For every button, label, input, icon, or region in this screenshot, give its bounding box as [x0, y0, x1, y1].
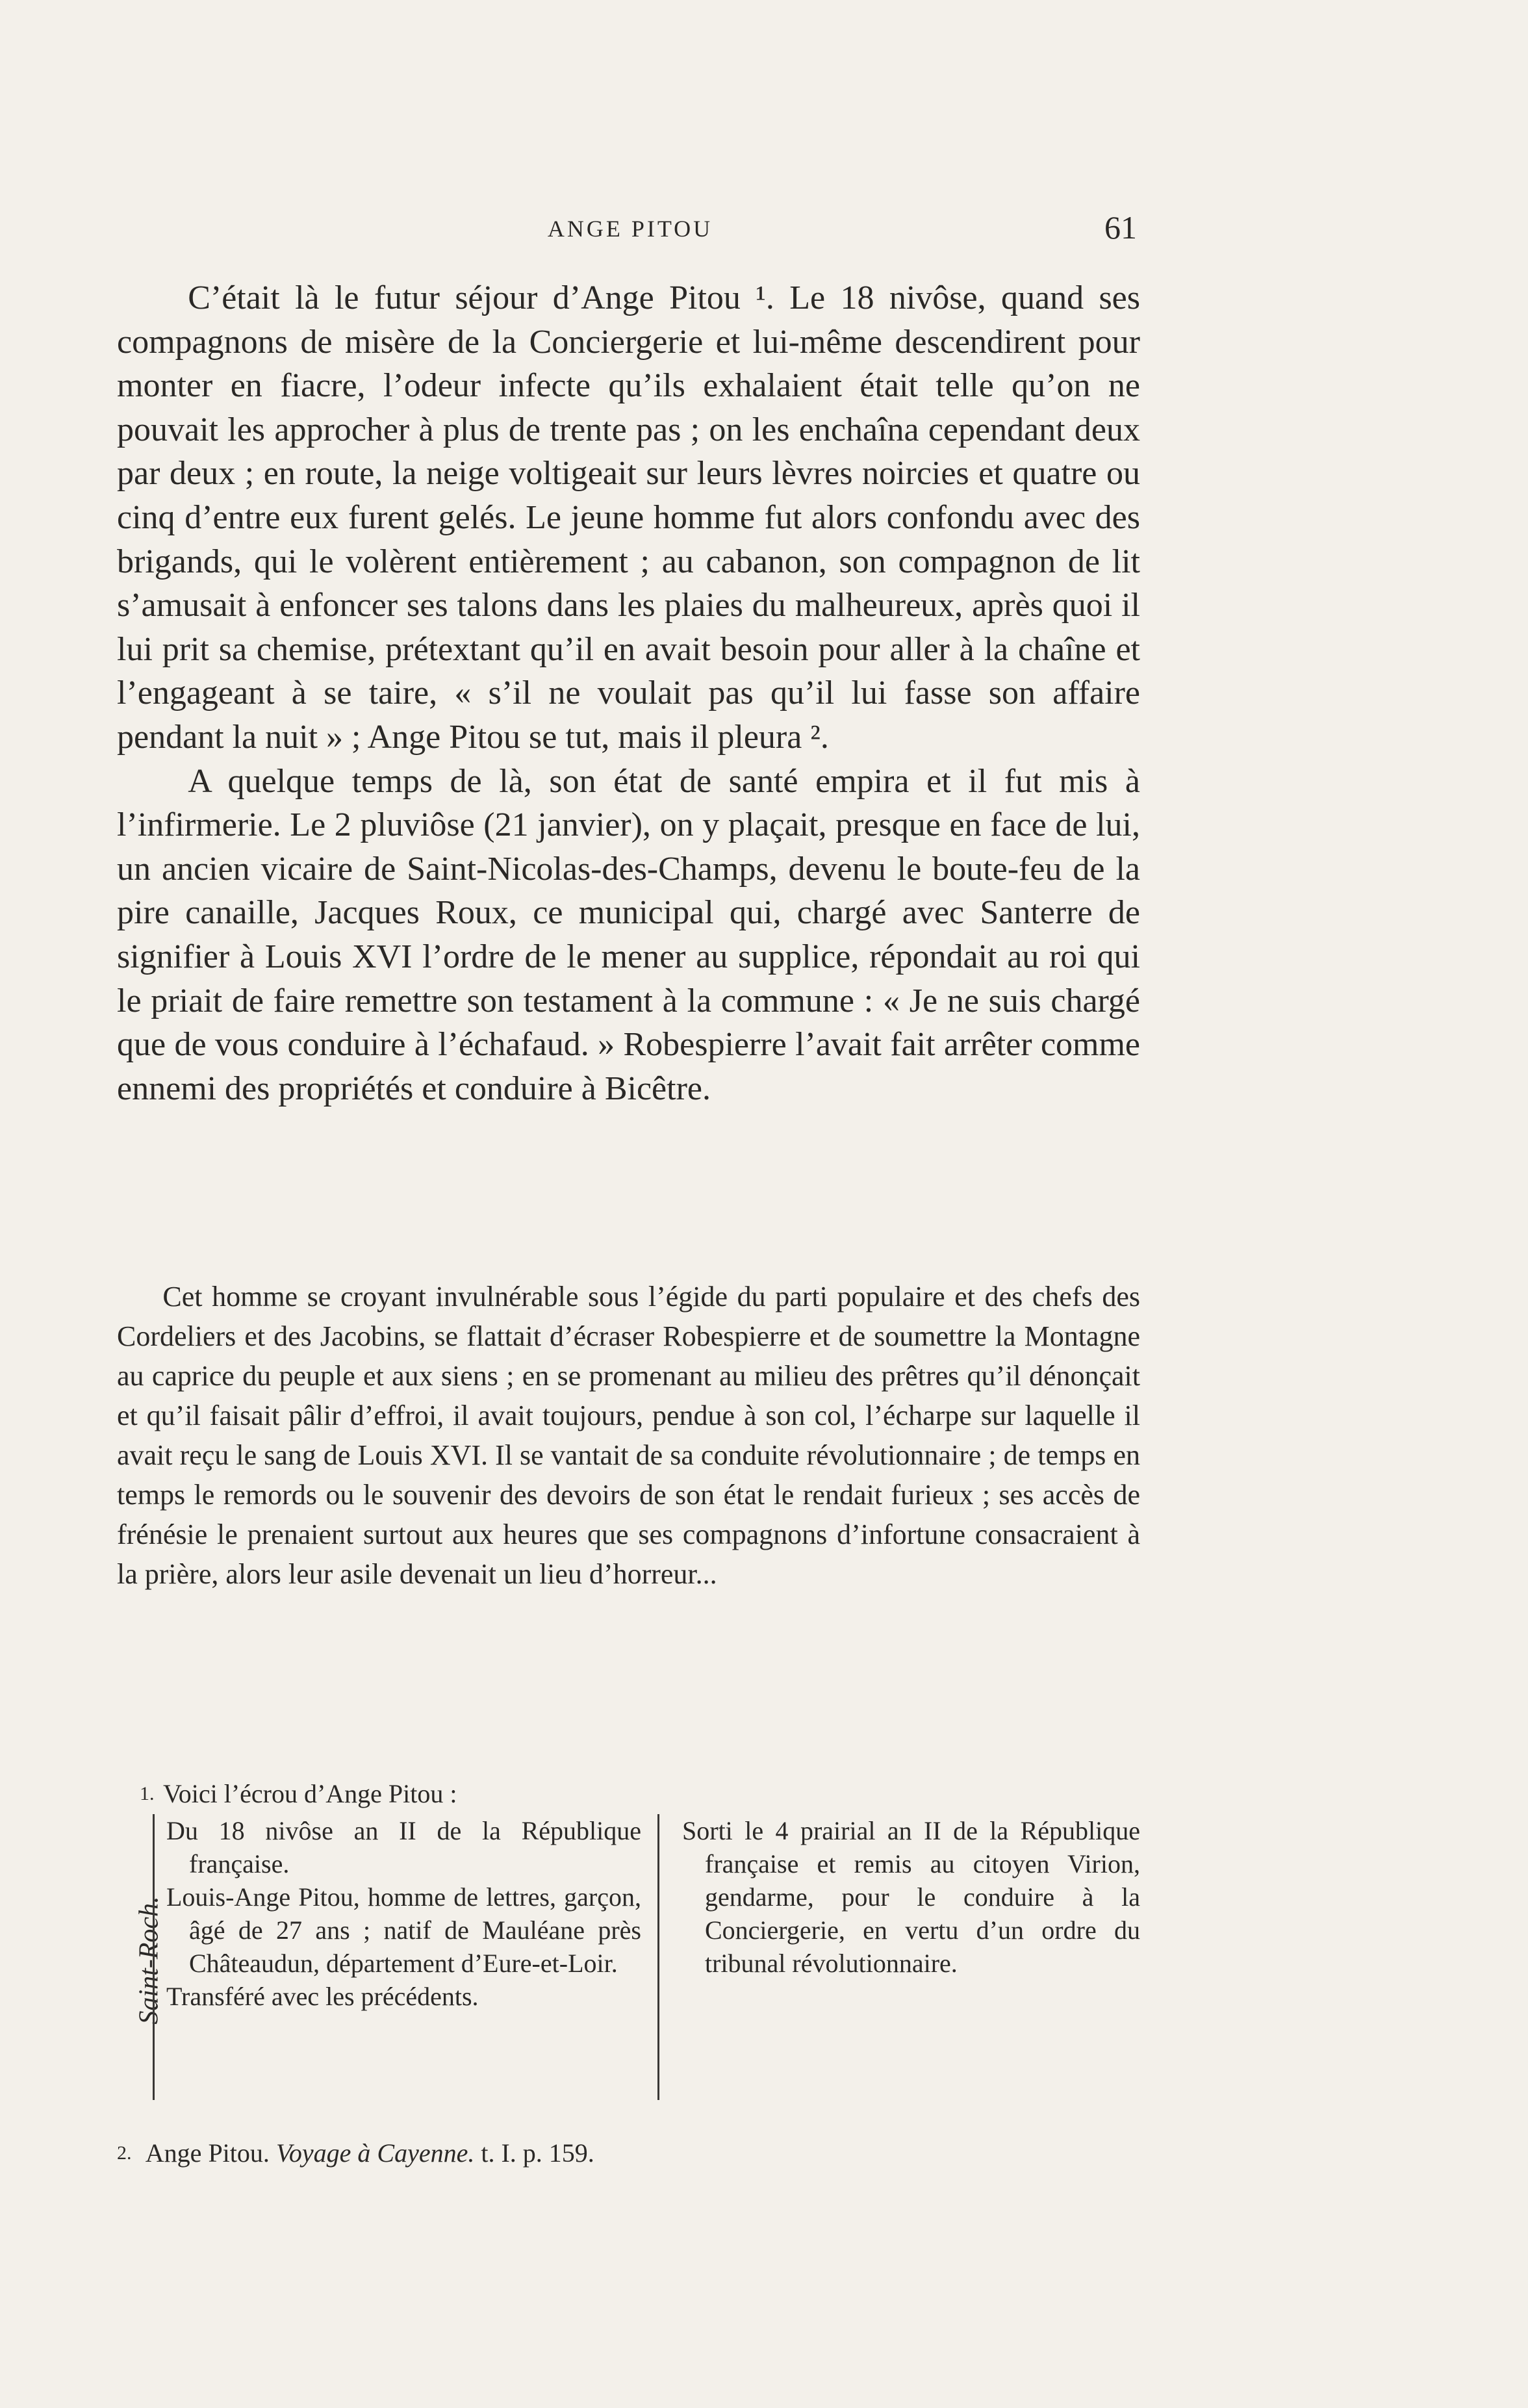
- register-entry: Louis-Ange Pitou, homme de lettres, garçon, âgé de 27 ans ; natif de Mauléane près Châteaudun, département d’Eure-et-Loir.: [166, 1882, 641, 1978]
- footnotes: [117, 1777, 1140, 2170]
- register-release-text: Sorti le 4 prairial an II de la République française et remis au citoyen Virion, gendarme, pour le conduire à la Conciergerie, en vertu d’un ordre du tribunal révolutionnaire.: [682, 1816, 1140, 1978]
- side-label-text: Saint-Roch.: [134, 1896, 164, 2025]
- footnote-intro-text: Voici l’écrou d’Ange Pitou :: [163, 1779, 457, 1808]
- citation-author: Ange Pitou.: [145, 2138, 270, 2168]
- page-number: 61: [1104, 209, 1137, 246]
- citation-title: Voyage à Cayenne.: [275, 2138, 475, 2168]
- footnote-number: 1.: [140, 1783, 155, 1804]
- quoted-passage: [117, 1277, 1140, 1594]
- register-entry: Transféré avec les précédents.: [166, 1982, 479, 2011]
- body-paragraph: C’était là le futur séjour d’Ange Pitou ¹. Le 18 nivôse, quand ses compagnons de misère de la Conciergerie et lui-même descendirent pour monter en fiacre, l’odeur infecte qu’ils exhalaient était telle qu’on ne pouvait les approcher à plus de trente pas ; on les enchaîna cependant deux par deux ; en route, la neige voltigeait sur leurs lèvres noircies et quatre ou cinq d’entre eux furent gelés. Le jeune homme fut alors confondu avec des brigands, qui le volèrent entièrement ; au cabanon, son compagnon de lit s’amusait à enfoncer ses talons dans les plaies du malheureux, après quoi il lui prit sa chemise, prétextant qu’il en avait besoin pour aller à la chaîne et l’engageant à se taire, « s’il ne voulait pas qu’il lui fasse son affaire pendant la nuit » ; Ange Pitou se tut, mais il pleura ².: [117, 279, 1140, 756]
- register-entry: Du 18 nivôse an II de la République française.: [166, 1816, 641, 1878]
- main-text: [117, 276, 1140, 1110]
- body-paragraph: A quelque temps de là, son état de santé empira et il fut mis à l’infirmerie. Le 2 pluviôse (21 janvier), on y plaçait, presque en face de lui, un ancien vicaire de Saint-Nicolas-des-Champs, devenu le boute-feu de la pire canaille, Jacques Roux, ce municipal qui, chargé avec Santerre de signifier à Louis XVI l’ordre de le mener au supplice, répondait au roi qui le priait de faire remettre son testament à la commune : « Je ne suis chargé que de vous conduire à l’échafaud. » Robespierre l’avait fait arrêter comme ennemi des propriétés et conduire à Bicêtre.: [117, 762, 1140, 1107]
- footnote-2: [117, 2136, 1140, 2170]
- register-right-column: [669, 1814, 1140, 1980]
- footnote-number: 2.: [117, 2142, 132, 2164]
- quote-paragraph: Cet homme se croyant invulnérable sous l’égide du parti populaire et des chefs des Cordeliers et des Jacobins, se flattait d’écraser Robespierre et de soumettre la Montagne au caprice du peuple et aux siens ; en se promenant au milieu des prêtres qu’il dénonçait et qu’il faisait pâlir d’effroi, il avait toujours, pendue à son col, l’écharpe sur laquelle il avait reçu le sang de Louis XVI. Il se vantait de sa conduite révolutionnaire ; de temps en temps le remords ou le souvenir des devoirs de son état le rendait furieux ; ses accès de frénésie le prenaient surtout aux heures que ses compagnons d’infortune consacraient à la prière, alors leur asile devenait un lieu d’horreur...: [117, 1281, 1140, 1590]
- running-title: ANGE PITOU: [547, 216, 713, 242]
- footnote-1-intro: [117, 1777, 1140, 1810]
- prison-register-entry: [117, 1814, 1140, 2113]
- page-header: [117, 211, 1143, 250]
- citation-reference: t. I. p. 159.: [481, 2138, 594, 2168]
- register-left-column: [153, 1814, 659, 2100]
